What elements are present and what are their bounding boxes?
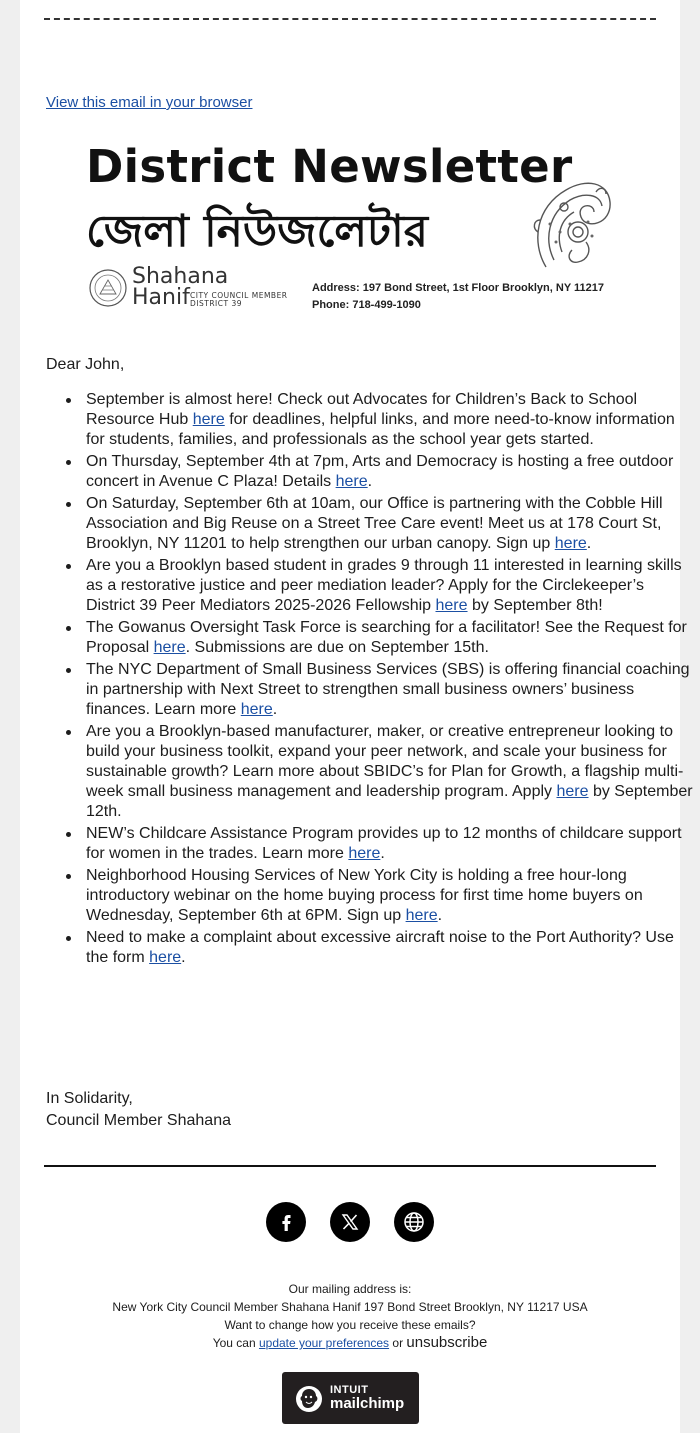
news-item-text: On Saturday, September 6th at 10am, our Office is partnering with the Cobble Hill Association and Big Reuse on a Street Tree Care event! Meet us at 178 Court St, Brooklyn, NY 11201 to help strengthen our urban canopy. Sign up: [86, 495, 663, 552]
email-footer: [20, 1280, 680, 1352]
news-item-text-after: by September 12th.: [86, 783, 693, 820]
update-preferences-link[interactable]: update your preferences: [258, 1336, 390, 1350]
facebook-link[interactable]: [266, 1202, 306, 1242]
mailchimp-badge[interactable]: [282, 1372, 419, 1424]
news-item-link[interactable]: here: [240, 701, 273, 718]
role-line-1: CITY COUNCIL MEMBER: [190, 291, 288, 300]
news-item-text: September is almost here! Check out Advocates for Children’s Back to School Resource Hub: [86, 391, 638, 428]
news-item-text: On Thursday, September 4th at 7pm, Arts and Democracy is hosting a free outdoor concert in Avenue C Plaza! Details: [86, 453, 674, 490]
news-item-text: Are you a Brooklyn based student in grades 9 through 11 interested in learning skills as a restorative justice and peer mediation leader? Apply for the Circlekeeper’s District 39 Peer Mediators 2025-2026 Fellowship: [86, 557, 682, 614]
newsletter-title-bangla: জেলা নিউজলেটার: [86, 206, 428, 257]
news-item-link[interactable]: here: [153, 639, 186, 656]
social-links: [266, 1202, 434, 1242]
or-text: or: [389, 1336, 407, 1350]
council-member-role: [190, 292, 288, 308]
office-contact: [312, 280, 604, 314]
closing-signature: [46, 1088, 231, 1132]
email-card: [20, 0, 693, 1433]
news-item-link[interactable]: here: [556, 783, 589, 800]
news-item-text-after: by September 8th!: [467, 597, 603, 614]
mailchimp-freddie-icon: [294, 1384, 324, 1414]
news-item: [86, 556, 694, 616]
facebook-icon: [275, 1211, 297, 1233]
x-icon: [340, 1212, 360, 1232]
office-phone: Phone: 718-499-1090: [312, 299, 421, 311]
news-item-link[interactable]: here: [348, 845, 381, 862]
news-item: [86, 722, 694, 822]
news-item: [86, 618, 694, 658]
news-item-link[interactable]: here: [405, 907, 438, 924]
news-item-text-after: . Submissions are due on September 15th.: [185, 639, 489, 656]
news-item-link[interactable]: here: [192, 411, 225, 428]
news-item-text-after: .: [272, 701, 278, 718]
mailing-address-label: Our mailing address is:: [288, 1282, 412, 1296]
news-item-text-after: for deadlines, helpful links, and more need-to-know information for students, families, and professionals as the school year gets started.: [86, 411, 675, 448]
nyc-seal-icon: [88, 268, 128, 308]
name-first: Shahana: [132, 264, 229, 289]
office-address: Address: 197 Bond Street, 1st Floor Brooklyn, NY 11217: [312, 282, 605, 294]
mailchimp-text: mailchimp: [330, 1395, 405, 1412]
news-item-link[interactable]: here: [149, 949, 182, 966]
news-item-text: The Gowanus Oversight Task Force is searching for a facilitator! See the Request for Proposal: [86, 619, 687, 656]
footer-divider: [44, 1165, 656, 1167]
news-item-text: The NYC Department of Small Business Services (SBS) is offering financial coaching in partnership with Next Street to strengthen small business owners’ business finances. Learn more: [86, 661, 690, 718]
news-item-text: Are you a Brooklyn-based manufacturer, maker, or creative entrepreneur looking to build your business toolkit, expand your peer network, and scale your business for sustainable growth? Learn more about SBIDC’s for Plan for Growth, a flagship multi-week small business management and leadership program. Apply: [86, 723, 684, 800]
news-item-link[interactable]: here: [435, 597, 468, 614]
paisley-ornament-icon: [526, 172, 614, 272]
mailing-address: New York City Council Member Shahana Hanif 197 Bond Street Brooklyn, NY 11217 USA: [112, 1300, 588, 1314]
news-item-text: NEW’s Childcare Assistance Program provides up to 12 months of childcare support for women in the trades. Learn more: [86, 825, 682, 862]
newsletter-header-image: [86, 140, 626, 320]
greeting: Dear John,: [46, 356, 125, 373]
news-items-list: [46, 390, 694, 970]
name-last: Hanif: [132, 285, 190, 310]
closing-line-1: In Solidarity,: [46, 1090, 133, 1107]
preferences-line: [20, 1334, 680, 1352]
news-item-text-after: .: [181, 949, 186, 966]
news-item: [86, 390, 694, 450]
news-item: [86, 928, 694, 968]
news-item: [86, 494, 694, 554]
unsubscribe-link[interactable]: unsubscribe: [406, 1334, 488, 1351]
globe-icon: [402, 1210, 426, 1234]
news-item-link[interactable]: here: [554, 535, 587, 552]
newsletter-title: District Newsletter: [86, 140, 573, 193]
mailchimp-wordmark: [330, 1383, 404, 1411]
news-item-text: Need to make a complaint about excessive aircraft noise to the Port Authority? Use the form: [86, 929, 674, 966]
news-item: [86, 866, 694, 926]
news-item-text-after: .: [380, 845, 385, 862]
news-item-link[interactable]: here: [335, 473, 368, 490]
news-item: [86, 660, 694, 720]
news-item: [86, 452, 694, 492]
closing-line-2: Council Member Shahana: [46, 1112, 231, 1129]
website-link[interactable]: [394, 1202, 434, 1242]
intuit-text: INTUIT: [330, 1384, 369, 1396]
x-link[interactable]: [330, 1202, 370, 1242]
news-item-text-after: .: [437, 907, 443, 924]
view-in-browser-link[interactable]: View this email in your browser: [46, 94, 253, 111]
news-item-text: Neighborhood Housing Services of New York City is holding a free hour-long introductory webinar on the home buying process for first time home buyers on Wednesday, September 6th at 6PM. Sign up: [86, 867, 643, 924]
change-prompt: Want to change how you receive these emails?: [224, 1318, 476, 1332]
news-item: [86, 824, 694, 864]
news-item-text-after: .: [586, 535, 592, 552]
news-item-text-after: .: [367, 473, 373, 490]
dashed-divider: [44, 18, 656, 20]
you-can-text: You can: [212, 1336, 259, 1350]
role-line-2: DISTRICT 39: [190, 299, 242, 308]
